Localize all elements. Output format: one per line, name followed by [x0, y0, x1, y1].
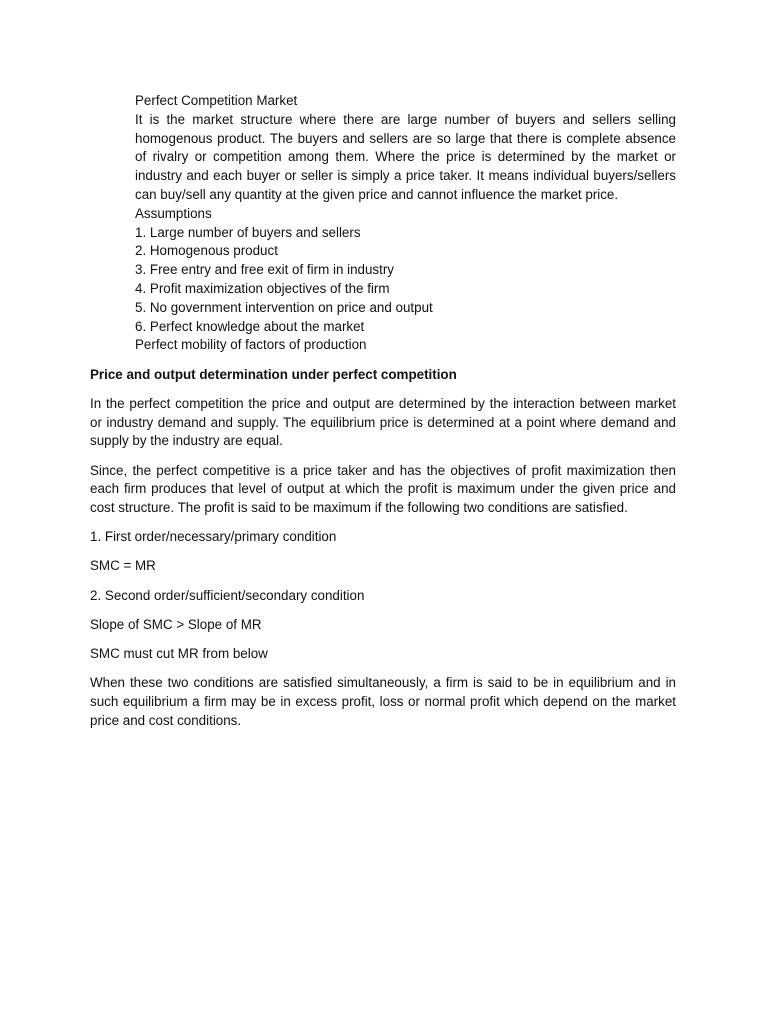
assumption-item: 4. Profit maximization objectives of the firm [135, 280, 390, 296]
paragraph-price-taker: Since, the perfect competitive is a price taker and has the objectives of profit maximization then each firm produces that level of output at which the profit is maximum under the given price and cost structure. The profit is said to be maximum if the following two conditions are satisfied. [90, 462, 676, 516]
section-price-output [90, 366, 676, 731]
assumption-item: 2. Homogenous product [135, 243, 278, 259]
condition-2-label: 2. Second order/sufficient/secondary condition [90, 587, 365, 603]
paragraph-interaction: In the perfect competition the price and output are determined by the interaction between market or industry demand and supply. The equilibrium price is determined at a point where demand and supply by the industry are equal. [90, 395, 676, 449]
condition-2-formula: Slope of SMC > Slope of MR [90, 616, 262, 632]
assumption-item: Perfect mobility of factors of production [135, 337, 367, 353]
assumptions-label: Assumptions [135, 205, 212, 221]
section-heading: Price and output determination under perfect competition [90, 366, 457, 382]
definition-paragraph: It is the market structure where there are large number of buyers and sellers selling homogenous product. The buyers and sellers are so large that there is complete absence of rivalry or competition among them. Where the price is determined by the market or industry and each buyer or seller is simply a price taker. It means individual buyers/sellers can buy/sell any quantity at the given price and cannot influence the market price. [135, 111, 676, 202]
condition-2-note: SMC must cut MR from below [90, 646, 268, 662]
assumption-item: 1. Large number of buyers and sellers [135, 224, 361, 240]
assumption-item: 6. Perfect knowledge about the market [135, 318, 365, 334]
assumption-item: 3. Free entry and free exit of firm in industry [135, 262, 394, 278]
condition-1-label: 1. First order/necessary/primary condition [90, 529, 337, 545]
conclusion-paragraph: When these two conditions are satisfied simultaneously, a firm is said to be in equilibrium and in such equilibrium a firm may be in excess profit, loss or normal profit which depend on the market price and cost conditions. [90, 675, 676, 728]
condition-1-formula: SMC = MR [90, 558, 156, 574]
section-title: Perfect Competition Market [135, 93, 298, 108]
section-perfect-competition [135, 92, 676, 355]
assumption-item: 5. No government intervention on price and output [135, 299, 433, 315]
